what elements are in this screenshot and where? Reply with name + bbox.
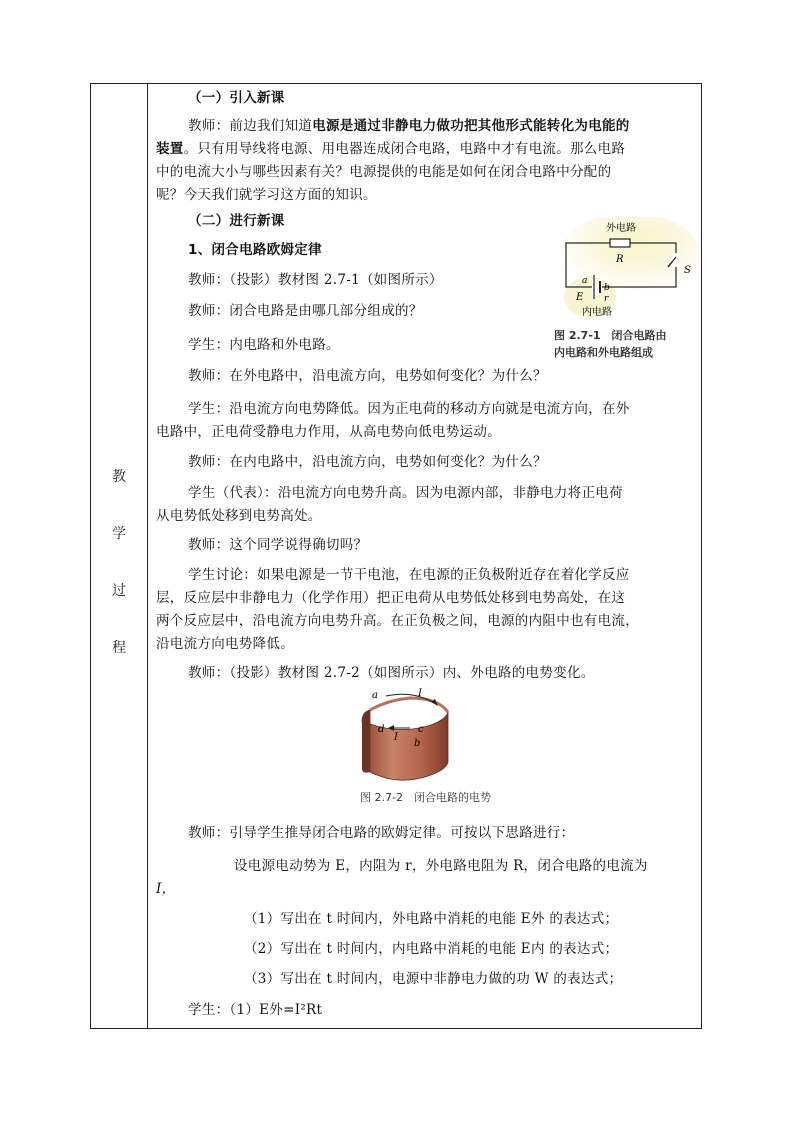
- dialogue-line-5a: 学生：沿电流方向电势降低。因为正电荷的移动方向就是电流方向，在外: [188, 401, 630, 417]
- fig1-bottom-label: 内电路: [582, 307, 612, 317]
- intro-line2-bold: 装置: [156, 141, 184, 157]
- resistor-symbol: [610, 239, 630, 247]
- intro-line-1: [188, 115, 630, 138]
- dialogue-line-6: 教师：在内电路中，沿电流方向，电势如何变化？为什么？: [188, 454, 547, 470]
- dialogue-line-3: 学生：内电路和外电路。: [188, 337, 340, 353]
- section-heading-new: （二）进行新课: [188, 213, 285, 229]
- intro-bold: 电源是通过非静电力做功把其他形式能转化为电能的: [312, 118, 630, 134]
- intro-lead: 教师：前边我们知道: [188, 118, 313, 134]
- side-label-char-4: 程: [112, 640, 126, 656]
- fig2-label-a: a: [372, 690, 378, 701]
- dialogue-line-10: 教师：（投影）教材图 2.7-2（如图所示）内、外电路的电势变化。: [188, 665, 595, 681]
- fig1-top-label: 外电路: [606, 223, 636, 234]
- question-3: （3）写出在 t 时间内，电源中非静电力做的功 W 的表达式；: [244, 971, 623, 987]
- fig1-label-a: a: [582, 276, 588, 286]
- figure-circuit-potential: [348, 686, 508, 786]
- side-label-char-1: 教: [112, 469, 126, 485]
- fig2-label-d: d: [378, 724, 385, 735]
- fig1-label-b: b: [604, 283, 610, 293]
- fig1-label-R: R: [616, 254, 624, 265]
- dialogue-line-8: 教师：这个同学说得确切吗？: [188, 537, 368, 553]
- dialogue-line-12a: 设电源电动势为 E，内阻为 r，外电路电阻为 R，闭合电路的电流为: [234, 858, 648, 874]
- fig2-caption: 图 2.7-2 闭合电路的电势: [360, 791, 491, 804]
- side-label-char-3: 过: [112, 583, 126, 599]
- dialogue-line-9c: 两个反应层中，沿电流方向电势升高。在正负极之间，电源的内阻中也有电流，: [156, 613, 639, 629]
- lesson-table: [90, 83, 702, 1029]
- dialogue-line-12b: I，: [156, 881, 176, 897]
- fig2-label-c: c: [418, 724, 424, 735]
- dialogue-line-7a: 学生（代表）：沿电流方向电势升高。因为电源内部，非静电力将正电荷: [188, 485, 623, 501]
- dialogue-line-9d: 沿电流方向电势降低。: [156, 636, 294, 652]
- section-heading-intro: （一）引入新课: [188, 90, 285, 106]
- intro-line-3: 中的电流大小与哪些因素有关？电源提供的电能是如何在闭合电路中分配的: [156, 164, 612, 180]
- dialogue-line-4: 教师：在外电路中，沿电流方向，电势如何变化？为什么？: [188, 368, 547, 384]
- intro-line-2: [156, 138, 625, 161]
- fig2-label-I-outer: I: [418, 688, 422, 699]
- fig1-caption-2: 内电路和外电路组成: [554, 346, 653, 359]
- question-2: （2）写出在 t 时间内，内电路中消耗的电能 E内 的表达式；: [244, 941, 619, 957]
- question-1: （1）写出在 t 时间内，外电路中消耗的电能 E外 的表达式；: [244, 911, 619, 927]
- intro-line-4: 呢？今天我们就学习这方面的知识。: [156, 187, 377, 203]
- dialogue-line-11: 教师：引导学生推导闭合电路的欧姆定律。可按以下思路进行：: [188, 825, 575, 841]
- figure-closed-circuit: [552, 217, 702, 317]
- fig1-label-r: r: [604, 294, 609, 304]
- lesson-content: [148, 84, 701, 1028]
- fig1-label-E: E: [576, 292, 584, 303]
- dialogue-line-7b: 从电势低处移到电势高处。: [156, 508, 322, 524]
- side-label-char-2: 学: [112, 526, 126, 542]
- fig2-label-b: b: [414, 738, 421, 749]
- subsection-heading: 1、闭合电路欧姆定律: [188, 242, 322, 258]
- dialogue-line-2: 教师：闭合电路是由哪几部分组成的？: [188, 303, 423, 319]
- fig1-label-S: S: [684, 265, 691, 276]
- cylinder-body: [362, 710, 448, 780]
- fig1-caption-1: 图 2.7-1 闭合电路由: [554, 329, 667, 342]
- dialogue-line-9b: 层，反应层中非静电力（化学作用）把正电荷从电势低处移到电势高处，在这: [156, 590, 626, 606]
- dialogue-line-9a: 学生讨论：如果电源是一节干电池，在电源的正负极附近存在着化学反应: [188, 567, 630, 583]
- dialogue-line-1: 教师：（投影）教材图 2.7-1（如图所示）: [188, 272, 443, 288]
- intro-line2-rest: 。只有用导线将电源、用电器连成闭合电路，电路中才有电流。那么电路: [183, 141, 626, 157]
- student-answer-1: 学生：（1）E外=I²Rt: [188, 1002, 323, 1018]
- dialogue-line-5b: 电路中，正电荷受静电力作用，从高电势向低电势运动。: [156, 424, 501, 440]
- fig2-label-I-inner: I: [394, 732, 398, 743]
